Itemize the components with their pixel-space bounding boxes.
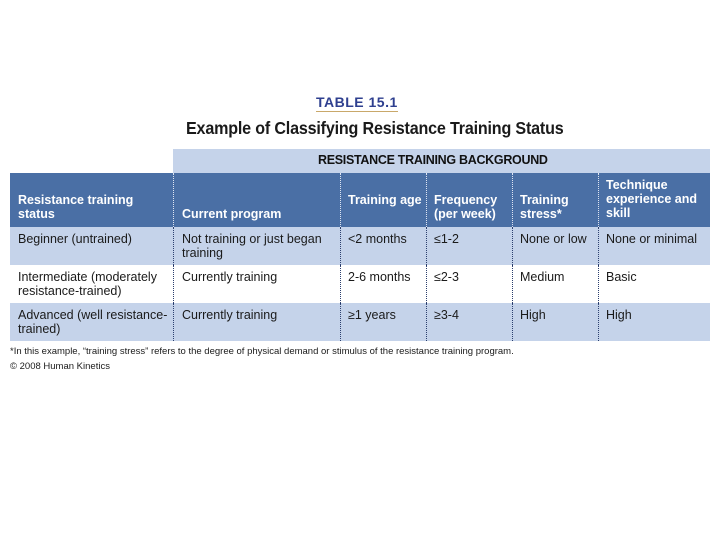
cell-status: Advanced (well resistance-trained) xyxy=(18,308,168,336)
cell-program: Currently training xyxy=(182,270,278,284)
column-divider xyxy=(598,303,599,341)
column-divider xyxy=(426,227,427,265)
group-header-label: RESISTANCE TRAINING BACKGROUND xyxy=(318,153,548,167)
column-divider xyxy=(173,265,174,303)
cell-technique: High xyxy=(606,308,632,322)
column-divider xyxy=(340,265,341,303)
column-divider xyxy=(512,227,513,265)
table-row xyxy=(10,303,710,341)
column-header-program: Current program xyxy=(182,207,282,221)
column-divider xyxy=(426,303,427,341)
table-row xyxy=(10,265,710,303)
table-footnote: *In this example, “training stress” refers to the degree of physical demand or stimulus of the resistance training program. xyxy=(10,346,514,357)
column-divider xyxy=(340,303,341,341)
classification-table xyxy=(10,173,710,341)
cell-training-stress: Medium xyxy=(520,270,565,284)
column-header-training-age: Training age xyxy=(348,193,422,207)
cell-status: Beginner (untrained) xyxy=(18,232,132,246)
column-divider xyxy=(426,173,427,227)
cell-training-age: 2-6 months xyxy=(348,270,411,284)
column-header-training-stress: Training stress* xyxy=(520,193,569,221)
column-divider xyxy=(173,303,174,341)
cell-frequency: ≤1-2 xyxy=(434,232,459,246)
column-header-frequency: Frequency (per week) xyxy=(434,193,498,221)
column-header-status: Resistance training status xyxy=(18,193,134,221)
column-divider xyxy=(340,173,341,227)
column-divider xyxy=(598,265,599,303)
cell-training-stress: High xyxy=(520,308,546,322)
column-divider xyxy=(173,227,174,265)
cell-program: Not training or just began training xyxy=(182,232,322,260)
table-number: TABLE 15.1 xyxy=(316,94,398,110)
cell-frequency: ≥3-4 xyxy=(434,308,459,322)
column-divider xyxy=(426,265,427,303)
column-divider xyxy=(340,227,341,265)
cell-frequency: ≤2-3 xyxy=(434,270,459,284)
column-header-technique: Technique experience and skill xyxy=(606,178,698,220)
column-divider xyxy=(512,303,513,341)
cell-training-age: ≥1 years xyxy=(348,308,396,322)
column-divider xyxy=(512,265,513,303)
table-row xyxy=(10,227,710,265)
column-divider xyxy=(598,173,599,227)
cell-status: Intermediate (moderately resistance-trained) xyxy=(18,270,157,298)
copyright-notice: © 2008 Human Kinetics xyxy=(10,361,110,372)
cell-technique: Basic xyxy=(606,270,637,284)
cell-technique: None or minimal xyxy=(606,232,698,246)
cell-training-age: <2 months xyxy=(348,232,407,246)
cell-program: Currently training xyxy=(182,308,278,322)
table-header-row xyxy=(10,173,710,227)
column-divider xyxy=(512,173,513,227)
column-divider xyxy=(173,173,174,227)
column-divider xyxy=(598,227,599,265)
table-title: Example of Classifying Resistance Training Status xyxy=(186,118,564,138)
cell-training-stress: None or low xyxy=(520,232,587,246)
